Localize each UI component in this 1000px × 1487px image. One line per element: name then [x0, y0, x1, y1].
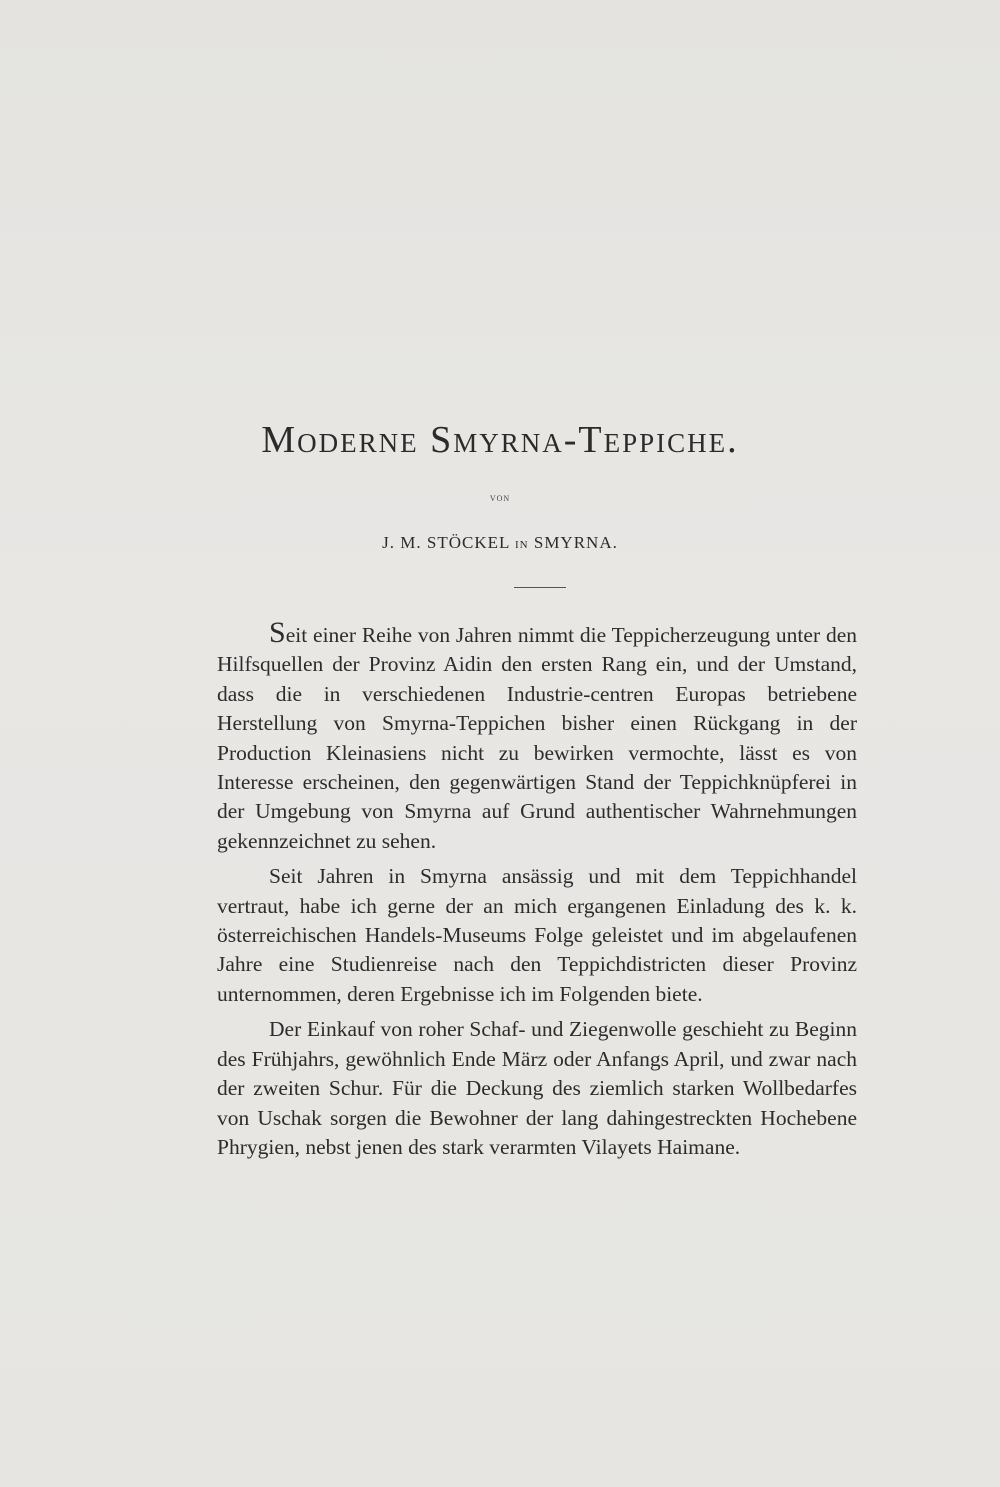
initial-letter: S [269, 616, 286, 649]
paragraph-1-text: eit einer Reihe von Jahren nimmt die Teppicherzeugung unter den Hilfsquellen der Provinz Aidin den ersten Rang ein, und der Umstand, dass die in verschiedenen Industrie-centren Europas betriebene Herstellung von Smyrna-Teppichen bisher einen Rückgang in der Production Kleinasiens nicht zu bewirken vermochte, lässt es von Interesse erscheinen, den gegenwärtigen Stand der Teppichknüpferei in der Umgebung von Smyrna auf Grund authentischer Wahrnehmungen gekennzeichnet zu sehen. [217, 623, 857, 853]
paragraph-1 [217, 618, 857, 856]
article-title: Moderne Smyrna-Teppiche. [261, 419, 739, 461]
paragraph-3: Der Einkauf von roher Schaf- und Ziegenwolle geschieht zu Beginn des Frühjahrs, gewöhnlich Ende März oder Anfangs April, und zwar nach der zweiten Schur. Für die Deckung des ziemlich starken Wollbedarfes von Uschak sorgen die Bewohner der lang dahingestreckten Hochebene Phrygien, nebst jenen des stark verarmten Vilayets Haimane. [217, 1017, 857, 1159]
section-divider [514, 587, 566, 588]
author-name: J. M. STÖCKEL [382, 533, 510, 552]
author-place: SMYRNA. [533, 533, 618, 552]
author-in: in [515, 536, 529, 552]
author-line [0, 533, 1000, 553]
byline-von: von [489, 490, 511, 504]
paragraph-2: Seit Jahren in Smyrna ansässig und mit dem Teppichhandel vertraut, habe ich gerne der an mich ergangenen Einladung des k. k. österreichischen Handels-Museums Folge geleistet und im abgelaufenen Jahre eine Studienreise nach den Teppichdistricten dieser Provinz unternommen, deren Ergebnisse ich im Folgenden biete. [217, 864, 857, 1006]
article-body [217, 618, 857, 1168]
